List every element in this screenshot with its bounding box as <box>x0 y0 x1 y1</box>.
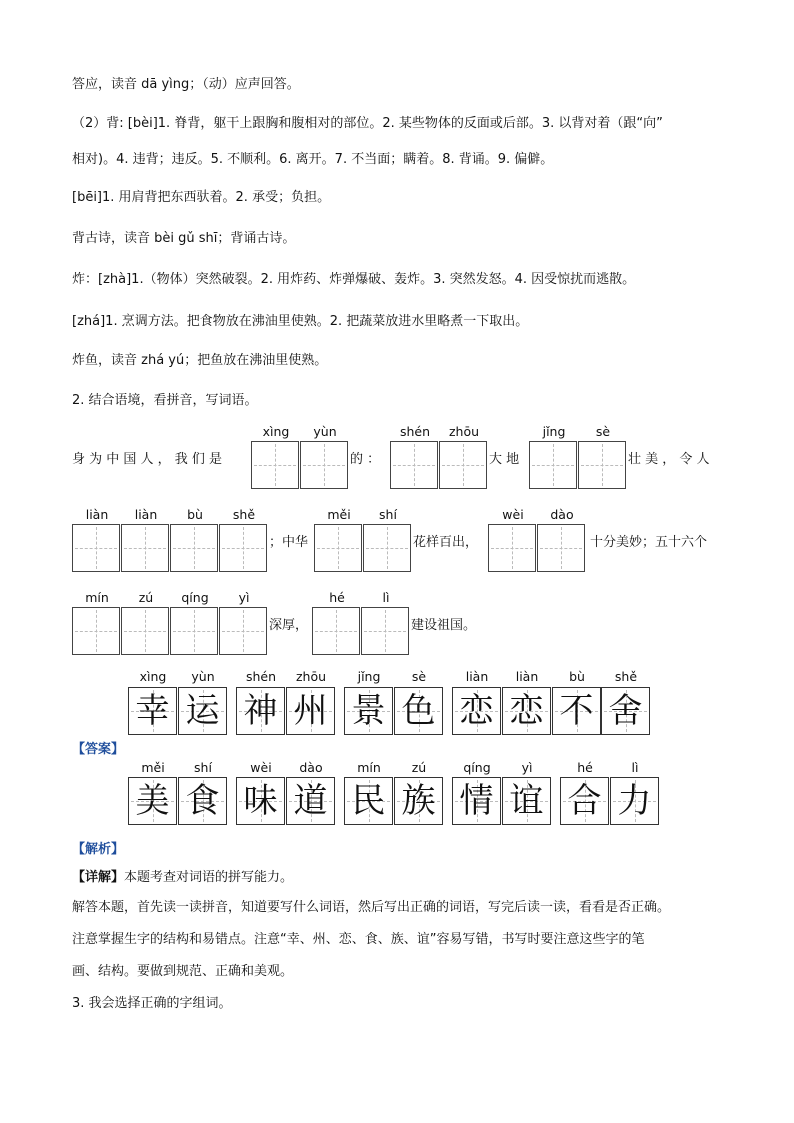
text-line: 相对)。4. 违背；违反。5. 不顺利。6. 离开。7. 不当面；瞒着。8. 背诵。9. 偏僻。 <box>72 152 554 167</box>
answer-char-box: 舍 <box>601 687 650 735</box>
pinyin-label: qíng <box>181 590 209 605</box>
answer-char-box: 情 <box>452 777 501 825</box>
detail-line <box>72 869 293 887</box>
answer-pinyin: sè <box>411 669 427 684</box>
writing-box[interactable] <box>170 607 218 655</box>
pinyin-label: jǐng <box>542 424 566 439</box>
text-line: [bēi]1. 用肩背把东西驮着。2. 承受；负担。 <box>72 190 331 205</box>
answer-char-box: 力 <box>610 777 659 825</box>
sentence-fragment: 壮 美 ， 令 人 <box>628 452 710 467</box>
sentence-fragment: 十分美妙；五十六个 <box>590 535 708 550</box>
pinyin-label: hé <box>329 590 345 605</box>
pinyin-label: zú <box>138 590 154 605</box>
analysis-line: 注意掌握生字的结构和易错点。注意“幸、州、恋、食、族、谊”容易写错，书写时要注意这些字的笔 <box>72 932 645 947</box>
writing-box[interactable] <box>314 524 362 572</box>
text-line: 答应，读音 dā yìng；（动）应声回答。 <box>72 77 300 92</box>
writing-box[interactable] <box>488 524 536 572</box>
pinyin-label: wèi <box>502 507 524 522</box>
sentence-fragment: 大 地 <box>489 452 520 467</box>
text-line: 炸：[zhà]1.（物体）突然破裂。2. 用炸药、炸弹爆破、轰炸。3. 突然发怒。4. 因受惊扰而逃散。 <box>72 272 636 287</box>
answer-char-box: 族 <box>394 777 443 825</box>
answer-char-box: 美 <box>128 777 177 825</box>
pinyin-label: shě <box>232 507 256 522</box>
pinyin-label: shén <box>399 424 431 439</box>
answer-pinyin: liàn <box>515 669 539 684</box>
answer-pinyin: dào <box>299 760 323 775</box>
answer-char-box: 恋 <box>452 687 501 735</box>
answer-pinyin: yì <box>521 760 533 775</box>
analysis-label: 【解析】 <box>72 842 125 857</box>
answer-pinyin: wèi <box>250 760 272 775</box>
pinyin-label: sè <box>595 424 611 439</box>
writing-box[interactable] <box>578 441 626 489</box>
writing-box[interactable] <box>390 441 438 489</box>
answer-char-box: 民 <box>344 777 393 825</box>
pinyin-label: lì <box>382 590 390 605</box>
writing-box[interactable] <box>312 607 360 655</box>
answer-char-box: 食 <box>178 777 227 825</box>
pinyin-label: yùn <box>313 424 337 439</box>
writing-box[interactable] <box>251 441 299 489</box>
answer-char-box: 味 <box>236 777 285 825</box>
answer-char-box: 州 <box>286 687 335 735</box>
answer-pinyin: qíng <box>463 760 491 775</box>
text-line: 炸鱼，读音 zhá yú；把鱼放在沸油里使熟。 <box>72 353 328 368</box>
pinyin-label: yì <box>238 590 250 605</box>
answer-char-box: 景 <box>344 687 393 735</box>
answer-char-box: 运 <box>178 687 227 735</box>
writing-box[interactable] <box>439 441 487 489</box>
analysis-line: 画、结构。要做到规范、正确和美观。 <box>72 964 294 979</box>
writing-box[interactable] <box>121 607 169 655</box>
answer-pinyin: zú <box>411 760 427 775</box>
answer-char-box: 神 <box>236 687 285 735</box>
answer-pinyin: jǐng <box>357 669 381 684</box>
answer-pinyin: hé <box>577 760 593 775</box>
pinyin-label: liàn <box>134 507 158 522</box>
answer-pinyin: mín <box>357 760 381 775</box>
writing-box[interactable] <box>121 524 169 572</box>
writing-box[interactable] <box>72 524 120 572</box>
writing-box[interactable] <box>361 607 409 655</box>
sentence-fragment: 花样百出， <box>413 535 479 550</box>
pinyin-label: měi <box>327 507 351 522</box>
writing-box[interactable] <box>72 607 120 655</box>
answer-char-box: 恋 <box>502 687 551 735</box>
detail-text: 本题考查对词语的拼写能力。 <box>124 870 294 885</box>
answer-pinyin: lì <box>631 760 639 775</box>
pinyin-label: liàn <box>85 507 109 522</box>
answer-pinyin: zhōu <box>295 669 327 684</box>
answer-pinyin: shě <box>614 669 638 684</box>
writing-box[interactable] <box>170 524 218 572</box>
sentence-fragment: 深厚， <box>269 618 309 633</box>
sentence-fragment: ；中华 <box>269 535 309 550</box>
answer-pinyin: yùn <box>191 669 215 684</box>
answer-char-box: 不 <box>552 687 601 735</box>
text-line: [zhá]1. 烹调方法。把食物放在沸油里使熟。2. 把蔬菜放进水里略煮一下取出。 <box>72 314 529 329</box>
question-3-title: 3. 我会选择正确的字组词。 <box>72 996 232 1011</box>
text-line: （2）背: [bèi]1. 脊背，躯干上跟胸和腹相对的部位。2. 某些物体的反面或后部。3. 以背对着（跟“向” <box>72 116 663 131</box>
answer-char-box: 合 <box>560 777 609 825</box>
pinyin-label: zhōu <box>448 424 480 439</box>
writing-box[interactable] <box>219 524 267 572</box>
writing-box[interactable] <box>529 441 577 489</box>
pinyin-label: bù <box>187 507 203 522</box>
pinyin-label: dào <box>550 507 574 522</box>
question-2-title: 2. 结合语境，看拼音，写词语。 <box>72 393 258 408</box>
answer-pinyin: měi <box>141 760 165 775</box>
answer-char-box: 幸 <box>128 687 177 735</box>
pinyin-label: shí <box>379 507 397 522</box>
answer-pinyin: xìng <box>139 669 167 684</box>
answer-pinyin: shí <box>194 760 212 775</box>
writing-box[interactable] <box>537 524 585 572</box>
answer-pinyin: liàn <box>465 669 489 684</box>
answer-pinyin: bù <box>569 669 585 684</box>
answer-pinyin: shén <box>245 669 277 684</box>
answer-char-box: 谊 <box>502 777 551 825</box>
writing-box[interactable] <box>363 524 411 572</box>
text-line: 背古诗，读音 bèi gǔ shī；背诵古诗。 <box>72 231 296 246</box>
pinyin-label: xìng <box>262 424 290 439</box>
sentence-fragment: 建设祖国。 <box>411 618 477 633</box>
answer-label: 【答案】 <box>72 742 125 757</box>
writing-box[interactable] <box>219 607 267 655</box>
pinyin-label: mín <box>85 590 109 605</box>
answer-char-box: 道 <box>286 777 335 825</box>
detail-label: 【详解】 <box>72 870 125 885</box>
sentence-fragment: 的 ： <box>350 452 381 467</box>
writing-box[interactable] <box>300 441 348 489</box>
analysis-line: 解答本题，首先读一读拼音，知道要写什么词语，然后写出正确的词语，写完后读一读，看看是否正确。 <box>72 900 671 915</box>
answer-char-box: 色 <box>394 687 443 735</box>
sentence-fragment: 身 为 中 国 人 ， 我 们 是 <box>72 452 223 467</box>
